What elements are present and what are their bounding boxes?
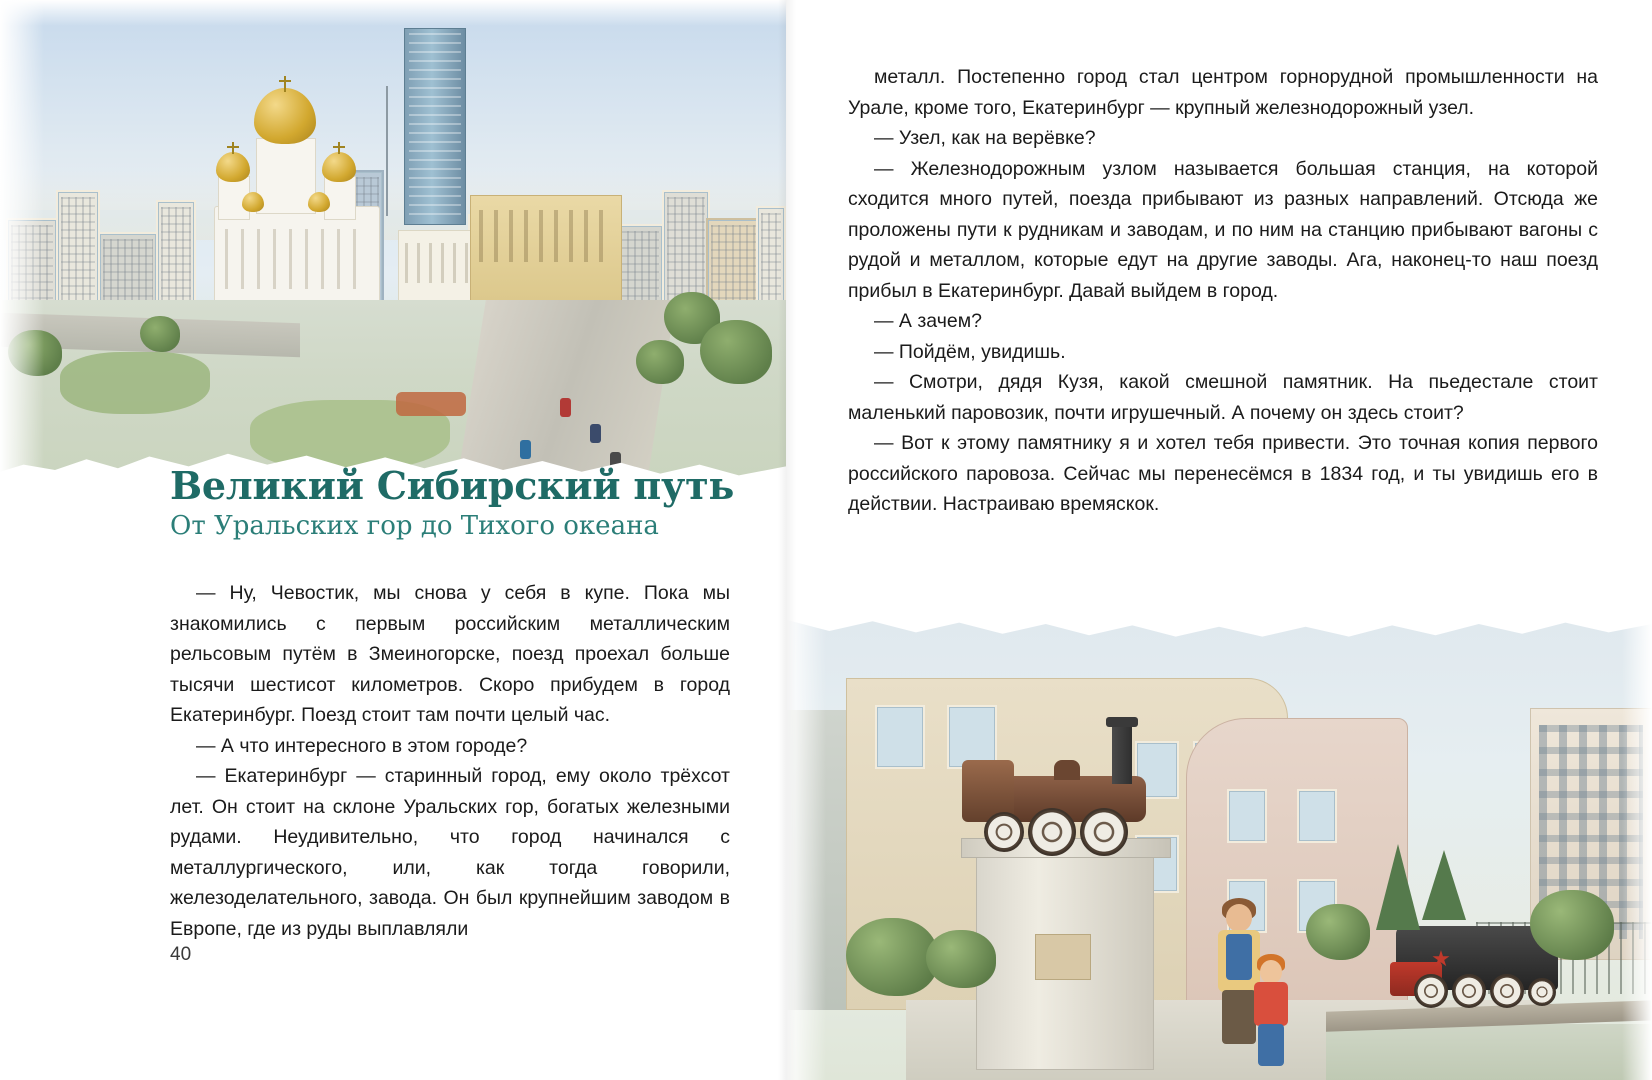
car [590, 424, 601, 443]
wheel [1028, 808, 1076, 856]
bush [846, 918, 938, 996]
car [520, 440, 531, 459]
right-fade [1622, 600, 1652, 1080]
bush [1306, 904, 1370, 960]
paragraph: — А зачем? [874, 310, 982, 332]
page-number: 40 [170, 944, 192, 965]
torn-paper-edge [786, 600, 1652, 666]
left-page [0, 0, 786, 1080]
car [560, 398, 571, 417]
right-page [786, 0, 1652, 1080]
bush [926, 930, 996, 988]
pedestal-plaque [1035, 934, 1091, 980]
city-panorama-illustration [0, 0, 786, 500]
paragraph: — А что интересного в этом городе? [196, 734, 528, 757]
conifer-tree [1422, 850, 1466, 920]
paragraph: — Вот к этому памятнику я и хотел тебя привести. Это точная копия первого российского паровоза. Сейчас мы перенесёмся в 1834 год, и ты увидишь его в действии. Настраиваю времяскок. [848, 432, 1598, 515]
left-text-column [170, 578, 730, 944]
wheel [1414, 974, 1448, 1008]
chapter-subtitle: От Уральских гор до Тихого океана [170, 510, 659, 541]
skyscraper-tower [404, 28, 466, 225]
bush [1530, 890, 1614, 960]
wheel [1452, 974, 1486, 1008]
paragraph: — Смотри, дядя Кузя, какой смешной памятник. На пьедестале стоит маленький паровозик, почти игрушечный. А почему он здесь стоит? [848, 371, 1598, 424]
tree [700, 320, 772, 384]
red-star-icon: ★ [1431, 946, 1451, 971]
monument-pedestal [976, 853, 1154, 1070]
wheel [1080, 808, 1128, 856]
paragraph: металл. Постепенно город стал центром горнорудной промышленности на Урале, кроме того, Екатеринбург — крупный железнодорожный узел. [848, 66, 1598, 119]
left-fade [0, 0, 44, 500]
left-fade [786, 600, 826, 1080]
cherepanov-locomotive-model [962, 718, 1192, 858]
paragraph: — Ну, Чевостик, мы снова у себя в купе. Пока мы знакомились с первым российским металлическим рельсовым путём в Змеиногорске, поезд проехал больше тысячи шестисот километров. Скоро прибудем в город Екатеринбург. Поезд стоит там почти целый час. [170, 582, 730, 726]
tree [140, 316, 180, 352]
paragraph: — Екатеринбург — старинный город, ему около трёхсот лет. Он стоит на склоне Уральских гор, богатых железными рудами. Неудивительно, что город начинался с металлургического, или, как тогда говорили, железоделательного, завода. Он был крупнейшим заводом в Европе, где из руды выплавляли [170, 765, 730, 940]
chapter-title: Великий Сибирский путь [170, 463, 735, 508]
grass-strip [1326, 1024, 1652, 1080]
paragraph: — Пойдём, увидишь. [874, 340, 1066, 363]
wheel [1528, 978, 1556, 1006]
tree [636, 340, 684, 384]
paragraph: — Железнодорожным узлом называется большая станция, на которой сходится много путей, поезда прибывают из разных направлений. Отсюда же проложены пути к рудникам и заводам, и по ним на станцию прибывают вагоны с рудой и металлом, которые едут на другие заводы. Ага, наконец-то наш поезд прибыл в Екатеринбург. Давай выйдем в город. [848, 157, 1598, 302]
top-fade [0, 0, 786, 26]
wheel [984, 812, 1024, 852]
paragraph: — Узел, как на верёвке? [874, 127, 1096, 149]
lawn [60, 352, 210, 414]
conifer-tree [1376, 844, 1420, 930]
yellow-building [470, 195, 622, 302]
flower-bed [396, 392, 466, 416]
wheel [1490, 974, 1524, 1008]
character-chevostik [1254, 960, 1290, 1068]
title-block [170, 463, 750, 541]
locomotive-monument-illustration [786, 600, 1652, 1080]
right-text-column [848, 62, 1598, 520]
